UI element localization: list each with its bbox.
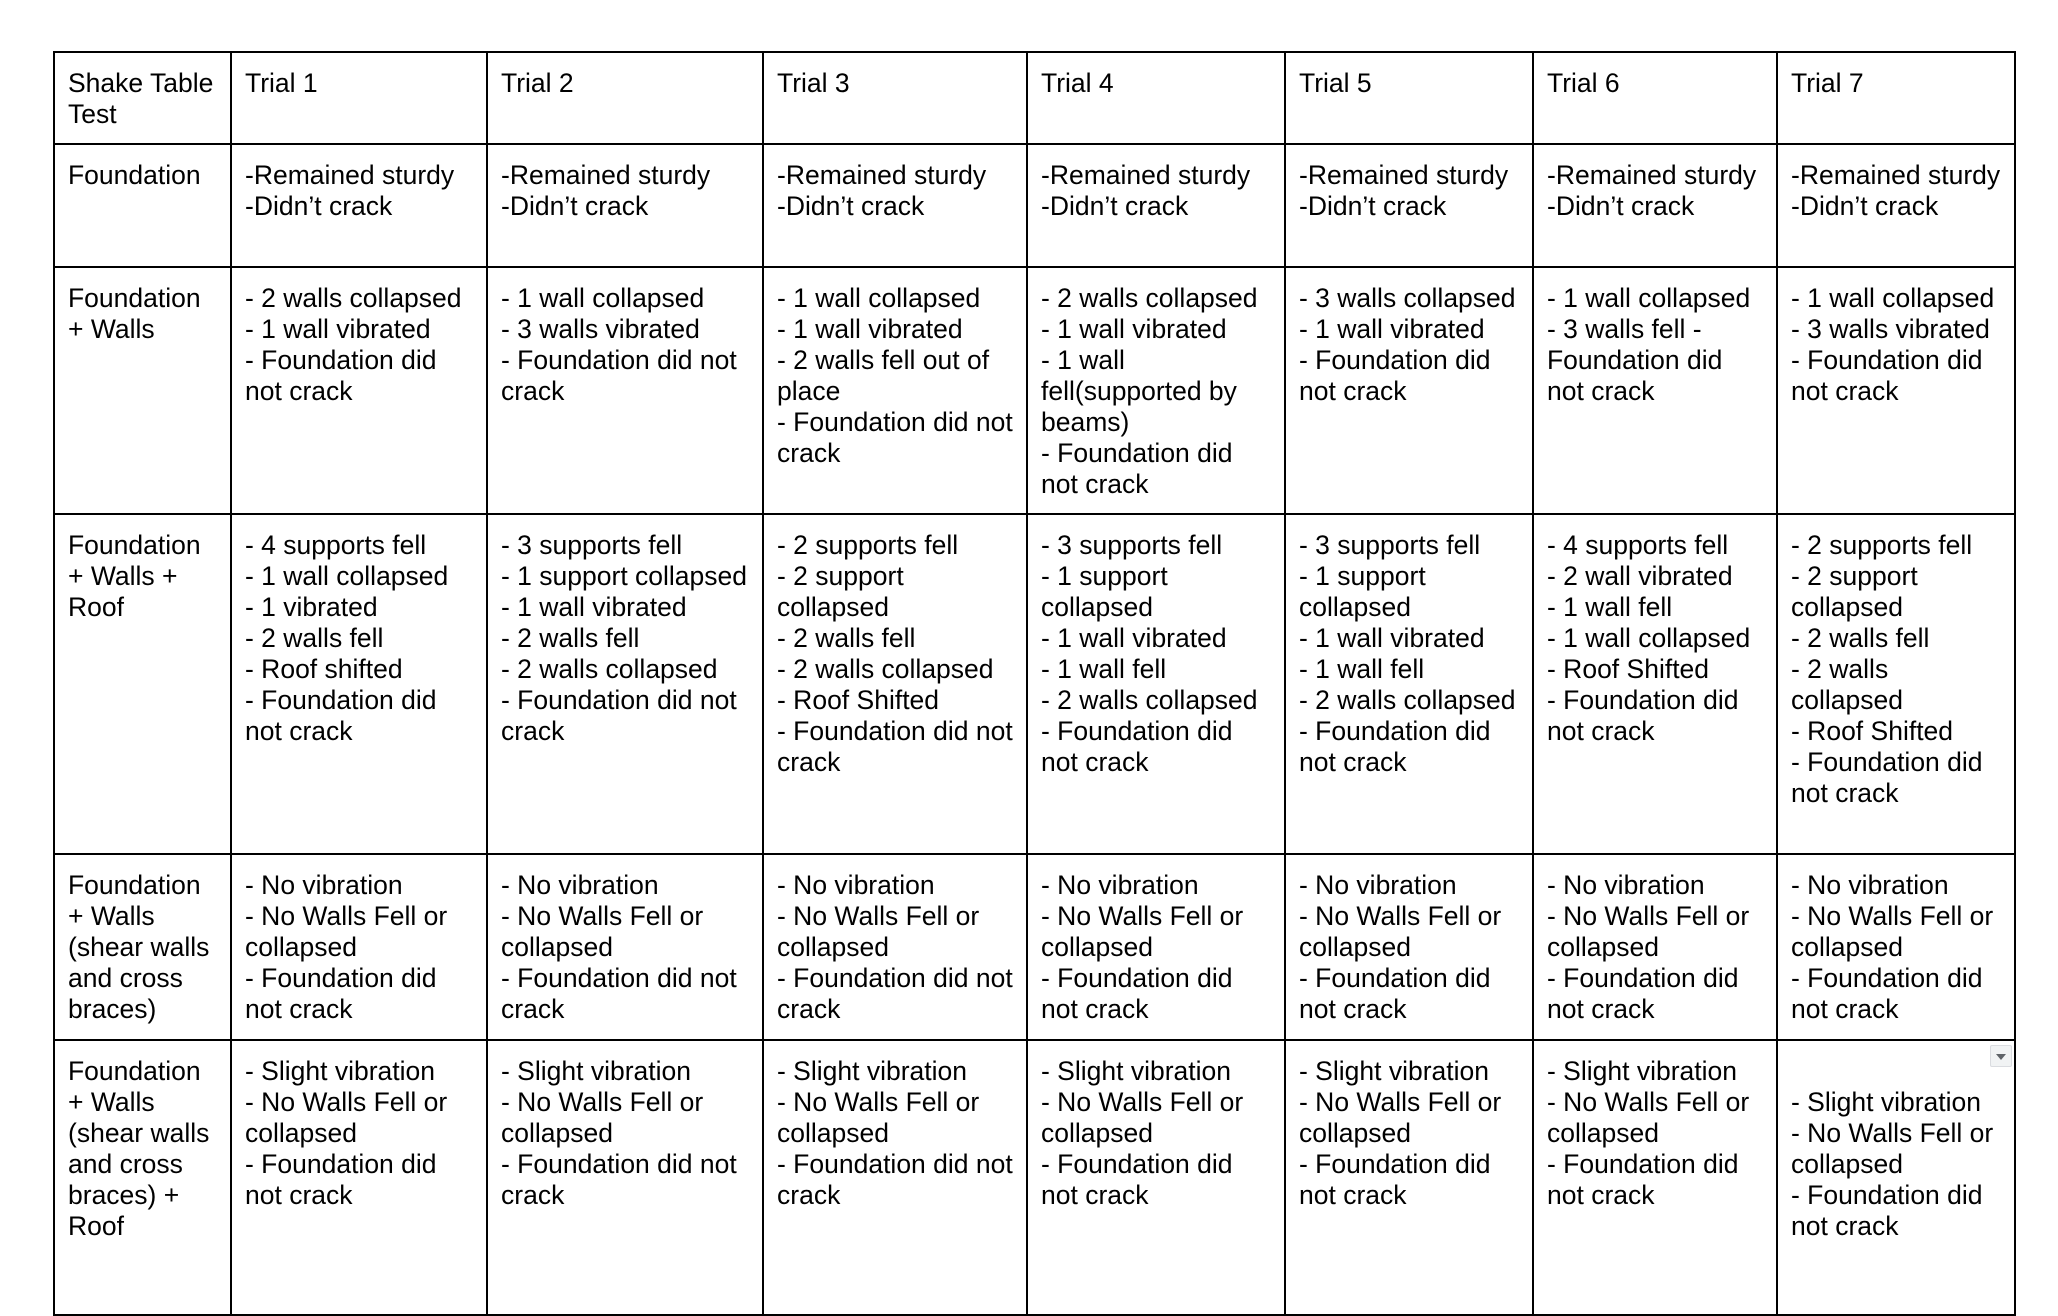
header-cell[interactable]: Trial 7 xyxy=(1777,52,2015,144)
table-cell[interactable]: - Slight vibration - No Walls Fell or collapsed - Foundation did not crack xyxy=(1027,1040,1285,1315)
table-cell[interactable]: - 4 supports fell - 2 wall vibrated - 1 wall fell - 1 wall collapsed - Roof Shifted - Foundation did not crack xyxy=(1533,514,1777,854)
row-label-cell[interactable]: Foundation + Walls xyxy=(54,267,231,514)
table-cell[interactable]: - 3 supports fell - 1 support collapsed - 1 wall vibrated - 1 wall fell - 2 walls collapsed - Foundation did not crack xyxy=(1027,514,1285,854)
table-cell[interactable]: - 2 walls collapsed - 1 wall vibrated - 1 wall fell(supported by beams) - Foundation did not crack xyxy=(1027,267,1285,514)
table-row xyxy=(54,1040,2015,1315)
table-row xyxy=(54,514,2015,854)
table-cell[interactable]: - No vibration - No Walls Fell or collapsed - Foundation did not crack xyxy=(487,854,763,1040)
header-row xyxy=(54,52,2015,144)
table-cell[interactable]: - Slight vibration - No Walls Fell or collapsed - Foundation did not crack xyxy=(487,1040,763,1315)
table-row xyxy=(54,144,2015,267)
table-cell[interactable]: - 3 walls collapsed - 1 wall vibrated - Foundation did not crack xyxy=(1285,267,1533,514)
header-cell[interactable]: Trial 3 xyxy=(763,52,1027,144)
table-cell[interactable]: -Remained sturdy -Didn’t crack xyxy=(1777,144,2015,267)
table-cell[interactable]: - Slight vibration - No Walls Fell or collapsed - Foundation did not crack xyxy=(1285,1040,1533,1315)
row-label-cell[interactable]: Foundation xyxy=(54,144,231,267)
table-cell[interactable]: - 1 wall collapsed - 3 walls vibrated - Foundation did not crack xyxy=(1777,267,2015,514)
table-cell[interactable]: - Slight vibration - No Walls Fell or collapsed - Foundation did not crack xyxy=(231,1040,487,1315)
header-cell[interactable]: Trial 1 xyxy=(231,52,487,144)
table-cell[interactable]: - 1 wall collapsed - 1 wall vibrated - 2 walls fell out of place - Foundation did not crack xyxy=(763,267,1027,514)
header-cell[interactable]: Trial 5 xyxy=(1285,52,1533,144)
table-cell[interactable]: - No vibration - No Walls Fell or collapsed - Foundation did not crack xyxy=(1285,854,1533,1040)
row-label-cell[interactable]: Foundation + Walls (shear walls and cross braces) xyxy=(54,854,231,1040)
header-cell[interactable]: Shake Table Test xyxy=(54,52,231,144)
shake-table-results xyxy=(53,51,2016,1316)
table-cell[interactable]: - No vibration - No Walls Fell or collapsed - Foundation did not crack xyxy=(1533,854,1777,1040)
table-cell[interactable]: -Remained sturdy -Didn’t crack xyxy=(1027,144,1285,267)
table-cell[interactable]: -Remained sturdy -Didn’t crack xyxy=(1285,144,1533,267)
table-cell[interactable]: - No vibration - No Walls Fell or collapsed - Foundation did not crack xyxy=(763,854,1027,1040)
table-cell[interactable]: - 1 wall collapsed - 3 walls fell - Foundation did not crack xyxy=(1533,267,1777,514)
table-cell[interactable]: - No vibration - No Walls Fell or collapsed - Foundation did not crack xyxy=(1777,854,2015,1040)
row-label-cell[interactable]: Foundation + Walls (shear walls and cross braces) + Roof xyxy=(54,1040,231,1315)
table-row xyxy=(54,267,2015,514)
header-cell[interactable]: Trial 2 xyxy=(487,52,763,144)
table-cell[interactable]: - 2 walls collapsed - 1 wall vibrated - Foundation did not crack xyxy=(231,267,487,514)
table-cell[interactable]: - Slight vibration - No Walls Fell or collapsed - Foundation did not crack xyxy=(1533,1040,1777,1315)
table-cell[interactable]: -Remained sturdy -Didn’t crack xyxy=(487,144,763,267)
header-cell[interactable]: Trial 6 xyxy=(1533,52,1777,144)
table-cell[interactable]: - Slight vibration - No Walls Fell or collapsed - Foundation did not crack xyxy=(763,1040,1027,1315)
table-cell[interactable]: - No vibration - No Walls Fell or collapsed - Foundation did not crack xyxy=(1027,854,1285,1040)
table-row xyxy=(54,854,2015,1040)
cell-text: - Slight vibration - No Walls Fell or collapsed - Foundation did not crack xyxy=(1791,1087,1994,1241)
row-label-cell[interactable]: Foundation + Walls + Roof xyxy=(54,514,231,854)
table-cell[interactable]: - 2 supports fell - 2 support collapsed - 2 walls fell - 2 walls collapsed - Roof Shifted - Foundation did not crack xyxy=(1777,514,2015,854)
header-cell[interactable]: Trial 4 xyxy=(1027,52,1285,144)
table-cell[interactable] xyxy=(1777,1040,2015,1315)
table-cell[interactable]: -Remained sturdy -Didn’t crack xyxy=(231,144,487,267)
table-cell[interactable]: -Remained sturdy -Didn’t crack xyxy=(1533,144,1777,267)
table-cell[interactable]: - 1 wall collapsed - 3 walls vibrated - Foundation did not crack xyxy=(487,267,763,514)
table-cell[interactable]: - 3 supports fell - 1 support collapsed - 1 wall vibrated - 2 walls fell - 2 walls collapsed - Foundation did not crack xyxy=(487,514,763,854)
table-cell[interactable]: - 2 supports fell - 2 support collapsed - 2 walls fell - 2 walls collapsed - Roof Shifted - Foundation did not crack xyxy=(763,514,1027,854)
table-cell[interactable]: - 4 supports fell - 1 wall collapsed - 1 vibrated - 2 walls fell - Roof shifted - Foundation did not crack xyxy=(231,514,487,854)
table-cell[interactable]: - No vibration - No Walls Fell or collapsed - Foundation did not crack xyxy=(231,854,487,1040)
table-cell[interactable]: -Remained sturdy -Didn’t crack xyxy=(763,144,1027,267)
table-cell[interactable]: - 3 supports fell - 1 support collapsed - 1 wall vibrated - 1 wall fell - 2 walls collapsed - Foundation did not crack xyxy=(1285,514,1533,854)
chevron-down-icon[interactable] xyxy=(1990,1045,2012,1067)
